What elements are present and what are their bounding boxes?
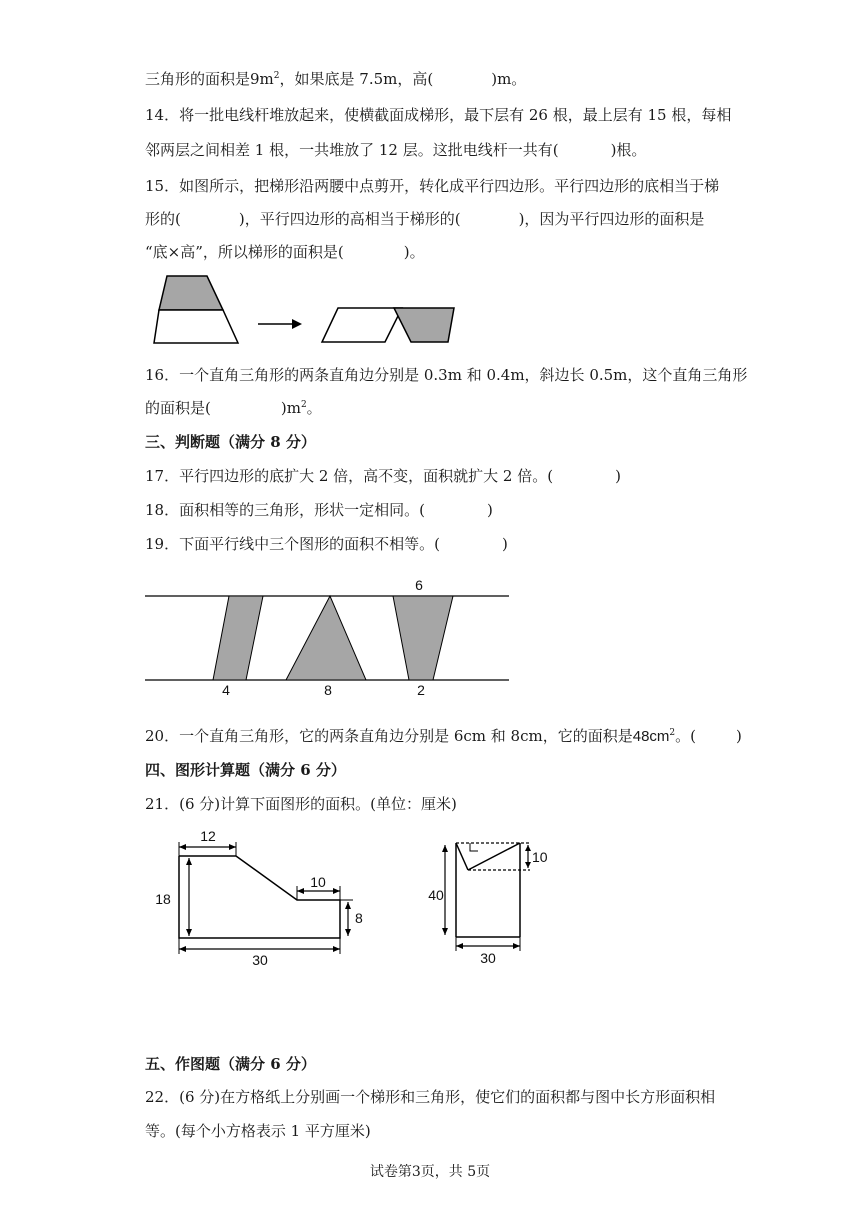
section-4-heading: 四、图形计算题（满分 6 分）	[145, 761, 346, 779]
q15-figure	[150, 272, 470, 348]
dim-step: 10	[310, 874, 326, 890]
section-3-heading: 三、判断题（满分 8 分）	[145, 433, 316, 451]
arrow-icon	[525, 845, 531, 851]
arrow-icon	[186, 929, 192, 936]
arrow-icon	[333, 888, 340, 894]
q21-figure-1	[150, 825, 363, 970]
q18: 18．面积相等的三角形，形状一定相同。( )	[145, 501, 493, 519]
q14-line1: 14．将一批电线杆堆放起来，使横截面成梯形，最下层有 26 根，最上层有 15 根，每相	[145, 106, 732, 124]
dim-left: 18	[155, 891, 171, 907]
q19-figure	[145, 574, 515, 698]
arrow-icon	[229, 844, 236, 850]
dim-right: 10	[532, 849, 548, 865]
arrow-icon	[345, 902, 351, 909]
dim-right: 8	[355, 910, 363, 926]
arrow-icon	[456, 943, 463, 949]
arrow-icon	[442, 928, 448, 935]
arrow-icon	[179, 946, 186, 952]
parallelogram-white	[322, 308, 402, 342]
arrow-icon	[179, 844, 186, 850]
dim-top: 12	[200, 828, 216, 844]
arrow-icon	[297, 888, 304, 894]
parallelogram-shaded	[394, 308, 454, 342]
dim-left: 40	[428, 887, 444, 903]
q20: 20．一个直角三角形，它的两条直角边分别是 6cm 和 8cm，它的面积是$48cm^2$。( )	[145, 727, 742, 745]
dim-bottom: 30	[480, 950, 496, 966]
arrow-icon	[345, 929, 351, 936]
q16-line2: 的面积是( )$m^2$。	[145, 399, 322, 417]
q16-line1: 16．一个直角三角形的两条直角边分别是 0.3m 和 0.4m，斜边长 0.5m，这个直角三角形	[145, 366, 748, 384]
shape-outline	[179, 856, 340, 938]
trapezoid-shaded	[393, 596, 453, 680]
arrow-icon	[513, 943, 520, 949]
label-2: 2	[417, 682, 425, 698]
right-angle-mark	[470, 843, 478, 851]
section-5-heading: 五、作图题（满分 6 分）	[145, 1055, 316, 1073]
parallelogram-shaded	[213, 596, 263, 680]
q22-line2: 等。(每个小方格表示 1 平方厘米)	[145, 1122, 371, 1140]
arrow-icon	[333, 946, 340, 952]
arrow-icon	[442, 845, 448, 852]
trapezoid-top-shaded	[159, 276, 223, 310]
dim-bottom: 30	[252, 952, 268, 968]
q13-tail: 三角形的面积是$9m^2$，如果底是 7.5m，高( )m。	[145, 70, 527, 88]
label-4: 4	[222, 682, 230, 698]
triangle-shaded	[286, 596, 366, 680]
q21-figure-2	[420, 825, 570, 970]
q15-line3: “底×高”，所以梯形的面积是( )。	[145, 243, 425, 261]
q17: 17．平行四边形的底扩大 2 倍，高不变，面积就扩大 2 倍。( )	[145, 467, 621, 485]
arrow-icon	[186, 858, 192, 865]
trapezoid-bottom	[154, 310, 238, 343]
q14-line2: 邻两层之间相差 1 根，一共堆放了 12 层。这批电线杆一共有( )根。	[145, 141, 647, 159]
label-top-6: 6	[415, 577, 423, 593]
q22-line1: 22．(6 分)在方格纸上分别画一个梯形和三角形，使它们的面积都与图中长方形面积相	[145, 1088, 716, 1106]
arrow-icon	[525, 862, 531, 868]
arrow-head-icon	[292, 319, 302, 329]
q19: 19．下面平行线中三个图形的面积不相等。( )	[145, 535, 508, 553]
label-8: 8	[324, 682, 332, 698]
q15-line1: 15．如图所示，把梯形沿两腰中点剪开，转化成平行四边形。平行四边形的底相当于梯	[145, 177, 720, 195]
q15-line2: 形的( )，平行四边形的高相当于梯形的( )，因为平行四边形的面积是	[145, 210, 705, 228]
q21-text: 21．(6 分)计算下面图形的面积。(单位：厘米)	[145, 795, 457, 813]
page-footer: 试卷第3页，共 5页	[369, 1164, 491, 1180]
